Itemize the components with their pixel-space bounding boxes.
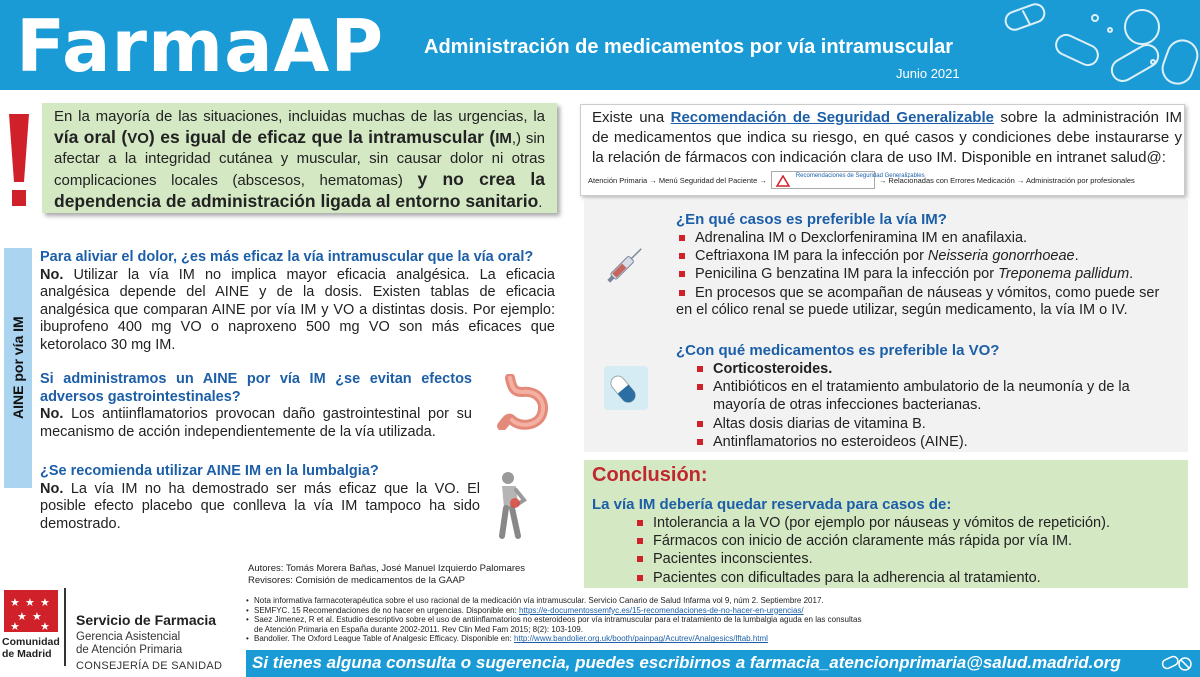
- svg-text:★: ★: [25, 596, 35, 609]
- vo-cases-title: ¿Con qué medicamentos es preferible la VO?: [676, 342, 1000, 359]
- madrid-flag: [4, 590, 58, 632]
- qa-answer: No. Utilizar la vía IM no implica mayor eficacia analgésica. La eficacia analgésica depende del AINE y de la dosis. Existen tablas de eficacia analgésica que comparan AINE por vía IM y VO a distintas dosis. Por ejemplo: ibuprofeno 400 mg VO o naproxeno 500 mg VO son más eficaces que ketorolaco 30 mg IM.: [40, 266, 555, 353]
- im-cases-tail: en el cólico renal se puede utilizar, según medicamento, la vía IM o IV.: [676, 302, 1128, 318]
- authors: Autores: Tomás Morera Bañas, José Manuel Izquierdo Palomares Revisores: Comisión de medicamentos de la GAAP: [248, 563, 526, 586]
- pills-decoration-icon: [985, 0, 1200, 90]
- svg-text:★: ★: [32, 610, 42, 623]
- reference-item: • Bandolier. The Oxford League Table of Analgesic Efficacy. Disponible en: http://www.bandolier.org.uk/booth/painpag/Acutrev/Analgesics/lftab.html: [246, 634, 866, 644]
- list-item: Corticosteroides.: [694, 360, 1170, 378]
- list-item: Fármacos con inicio de acción claramente más rápida por vía IM.: [634, 532, 1174, 550]
- contact-footer: Si tienes alguna consulta o sugerencia, puedes escribirnos a farmacia_atencionprimaria@salud.madrid.org: [252, 653, 1121, 672]
- reference-item: • Nota informativa farmacoterapéutica sobre el uso racional de la medicación vía intramuscular. Servicio Canario de Salud Infarma vol 9, núm 2. Septiembre 2017.: [246, 596, 866, 606]
- list-item: Ceftriaxona IM para la infección por Neisseria gonorrhoeae.: [676, 247, 1176, 265]
- stomach-icon: [494, 374, 550, 430]
- conclusion-list: [634, 514, 1174, 587]
- svg-text:★: ★: [17, 610, 27, 623]
- qa-question: Para aliviar el dolor, ¿es más eficaz la vía intramuscular que la vía oral?: [40, 249, 534, 265]
- list-item: Penicilina G benzatina IM para la infección por Treponema pallidum.: [676, 265, 1176, 283]
- qa-question: Si administramos un AINE por vía IM ¿se evitan efectos adversos gastrointestinales?: [40, 371, 472, 405]
- references: [246, 596, 866, 644]
- safety-recommendation-link[interactable]: Recomendación de Seguridad Generalizable: [670, 109, 994, 126]
- service-name: Servicio de Farmacia: [76, 612, 217, 628]
- list-item: Antinflamatorios no esteroideos (AINE).: [694, 433, 1170, 451]
- qa-answer: No. Los antiinflamatorios provocan daño gastrointestinal por su mecanismo de acción independientemente de la vía utilizada.: [40, 406, 472, 440]
- region-name: Comunidad de Madrid: [2, 636, 60, 660]
- reference-link[interactable]: http://www.bandolier.org.uk/booth/painpag/Acutrev/Analgesics/lftab.html: [514, 634, 768, 644]
- qa-question: ¿Se recomienda utilizar AINE IM en la lumbalgia?: [40, 463, 379, 479]
- stars-icon: [4, 590, 58, 632]
- pills-icon: [1160, 652, 1194, 674]
- reference-item: • SEMFYC. 15 Recomendaciones de no hacer en urgencias. Disponible en: https://e-documentossemfyc.es/15-recomendaciones-de-no-hacer-en-urgencias/: [246, 606, 866, 616]
- management-name: Gerencia Asistencial de Atención Primaria: [76, 631, 183, 656]
- intro-box: En la mayoría de las situaciones, incluidas muchas de las urgencias, la vía oral (VO) es igual de eficaz que la intramuscular (IM,) sin afectar a la integridad cutánea y muscular, sin causar dolor ni otras complicaciones locales (abscesos, hematomas) y no crea la dependencia de administración ligada al entorno sanitario.: [42, 103, 557, 213]
- list-item: Pacientes con dificultades para la adherencia al tratamiento.: [634, 569, 1174, 587]
- conclusion-subtitle: La vía IM debería quedar reservada para casos de:: [592, 496, 952, 513]
- svg-text:★: ★: [10, 596, 20, 609]
- list-item: Altas dosis diarias de vitamina B.: [694, 415, 1170, 433]
- department-name: CONSEJERÍA DE SANIDAD: [76, 660, 223, 672]
- pill-capsule-icon: [602, 364, 650, 412]
- list-item: Intolerancia a la VO (por ejemplo por náuseas y vómitos de repetición).: [634, 514, 1174, 532]
- exclamation-icon: [6, 112, 32, 212]
- farmaap-logo: FarmaAP: [16, 4, 385, 88]
- back-pain-person-icon: [488, 470, 536, 540]
- page-title: Administración de medicamentos por vía intramuscular: [424, 36, 954, 58]
- vo-cases-list: [694, 360, 1170, 451]
- im-cases-title: ¿En qué casos es preferible la vía IM?: [676, 211, 947, 228]
- svg-text:★: ★: [40, 620, 50, 632]
- list-item: Antibióticos en el tratamiento ambulatorio de la neumonía y de la mayoría de otras infecciones bacterianas.: [694, 378, 1170, 414]
- syringe-icon: [600, 240, 650, 290]
- list-item: En procesos que se acompañan de náuseas y vómitos, como puede ser: [676, 284, 1176, 302]
- list-item: Pacientes inconscientes.: [634, 550, 1174, 568]
- qa-item: [40, 371, 472, 441]
- safety-recommendation-text: Existe una Recomendación de Seguridad Generalizable sobre la administración IM de medicamentos que indica su riesgo, en qué casos y condiciones debe instaurarse y la relación de fármacos con indicación clara de uso IM. Disponible en intranet salud@:: [592, 109, 1182, 166]
- aine-side-label: AINE por vía IM: [10, 316, 26, 420]
- im-cases-list: [676, 229, 1176, 302]
- qa-item: [40, 249, 555, 354]
- rsg-banner-image[interactable]: Recomendaciones de Seguridad Generalizables: [771, 171, 875, 189]
- list-item: Adrenalina IM o Dexclorfeniramina IM en anafilaxia.: [676, 229, 1176, 247]
- conclusion-title: Conclusión:: [592, 464, 708, 486]
- organization-logo: [0, 588, 242, 674]
- svg-text:★: ★: [10, 620, 20, 632]
- intranet-path: Atención Primaria → Menú Seguridad del Paciente → Recomendaciones de Seguridad Generalizables → Relacionadas con Errores Medicación → Administración por profesionales: [588, 170, 1182, 190]
- svg-text:★: ★: [40, 596, 50, 609]
- publication-date: Junio 2021: [896, 66, 960, 81]
- reference-link[interactable]: https://e-documentossemfyc.es/15-recomendaciones-de-no-hacer-en-urgencias/: [519, 605, 804, 615]
- qa-item: [40, 463, 555, 533]
- reference-item: • Saez Jimenez, R et al. Estudio descriptivo sobre el uso de antiinflamatorios no esteroideos por vía intramuscular para el tratamiento de la lumbalgia aguda en las consultas de Atención Primaria en España durante 2002-2011. Rev Clin Med Fam 2015; 8(2): 103-109.: [246, 615, 866, 634]
- logo-divider: [64, 588, 66, 666]
- qa-answer: No. La vía IM no ha demostrado ser más eficaz que la VO. El posible efecto placebo que conlleva la vía IM tampoco ha sido demostrado.: [40, 480, 480, 532]
